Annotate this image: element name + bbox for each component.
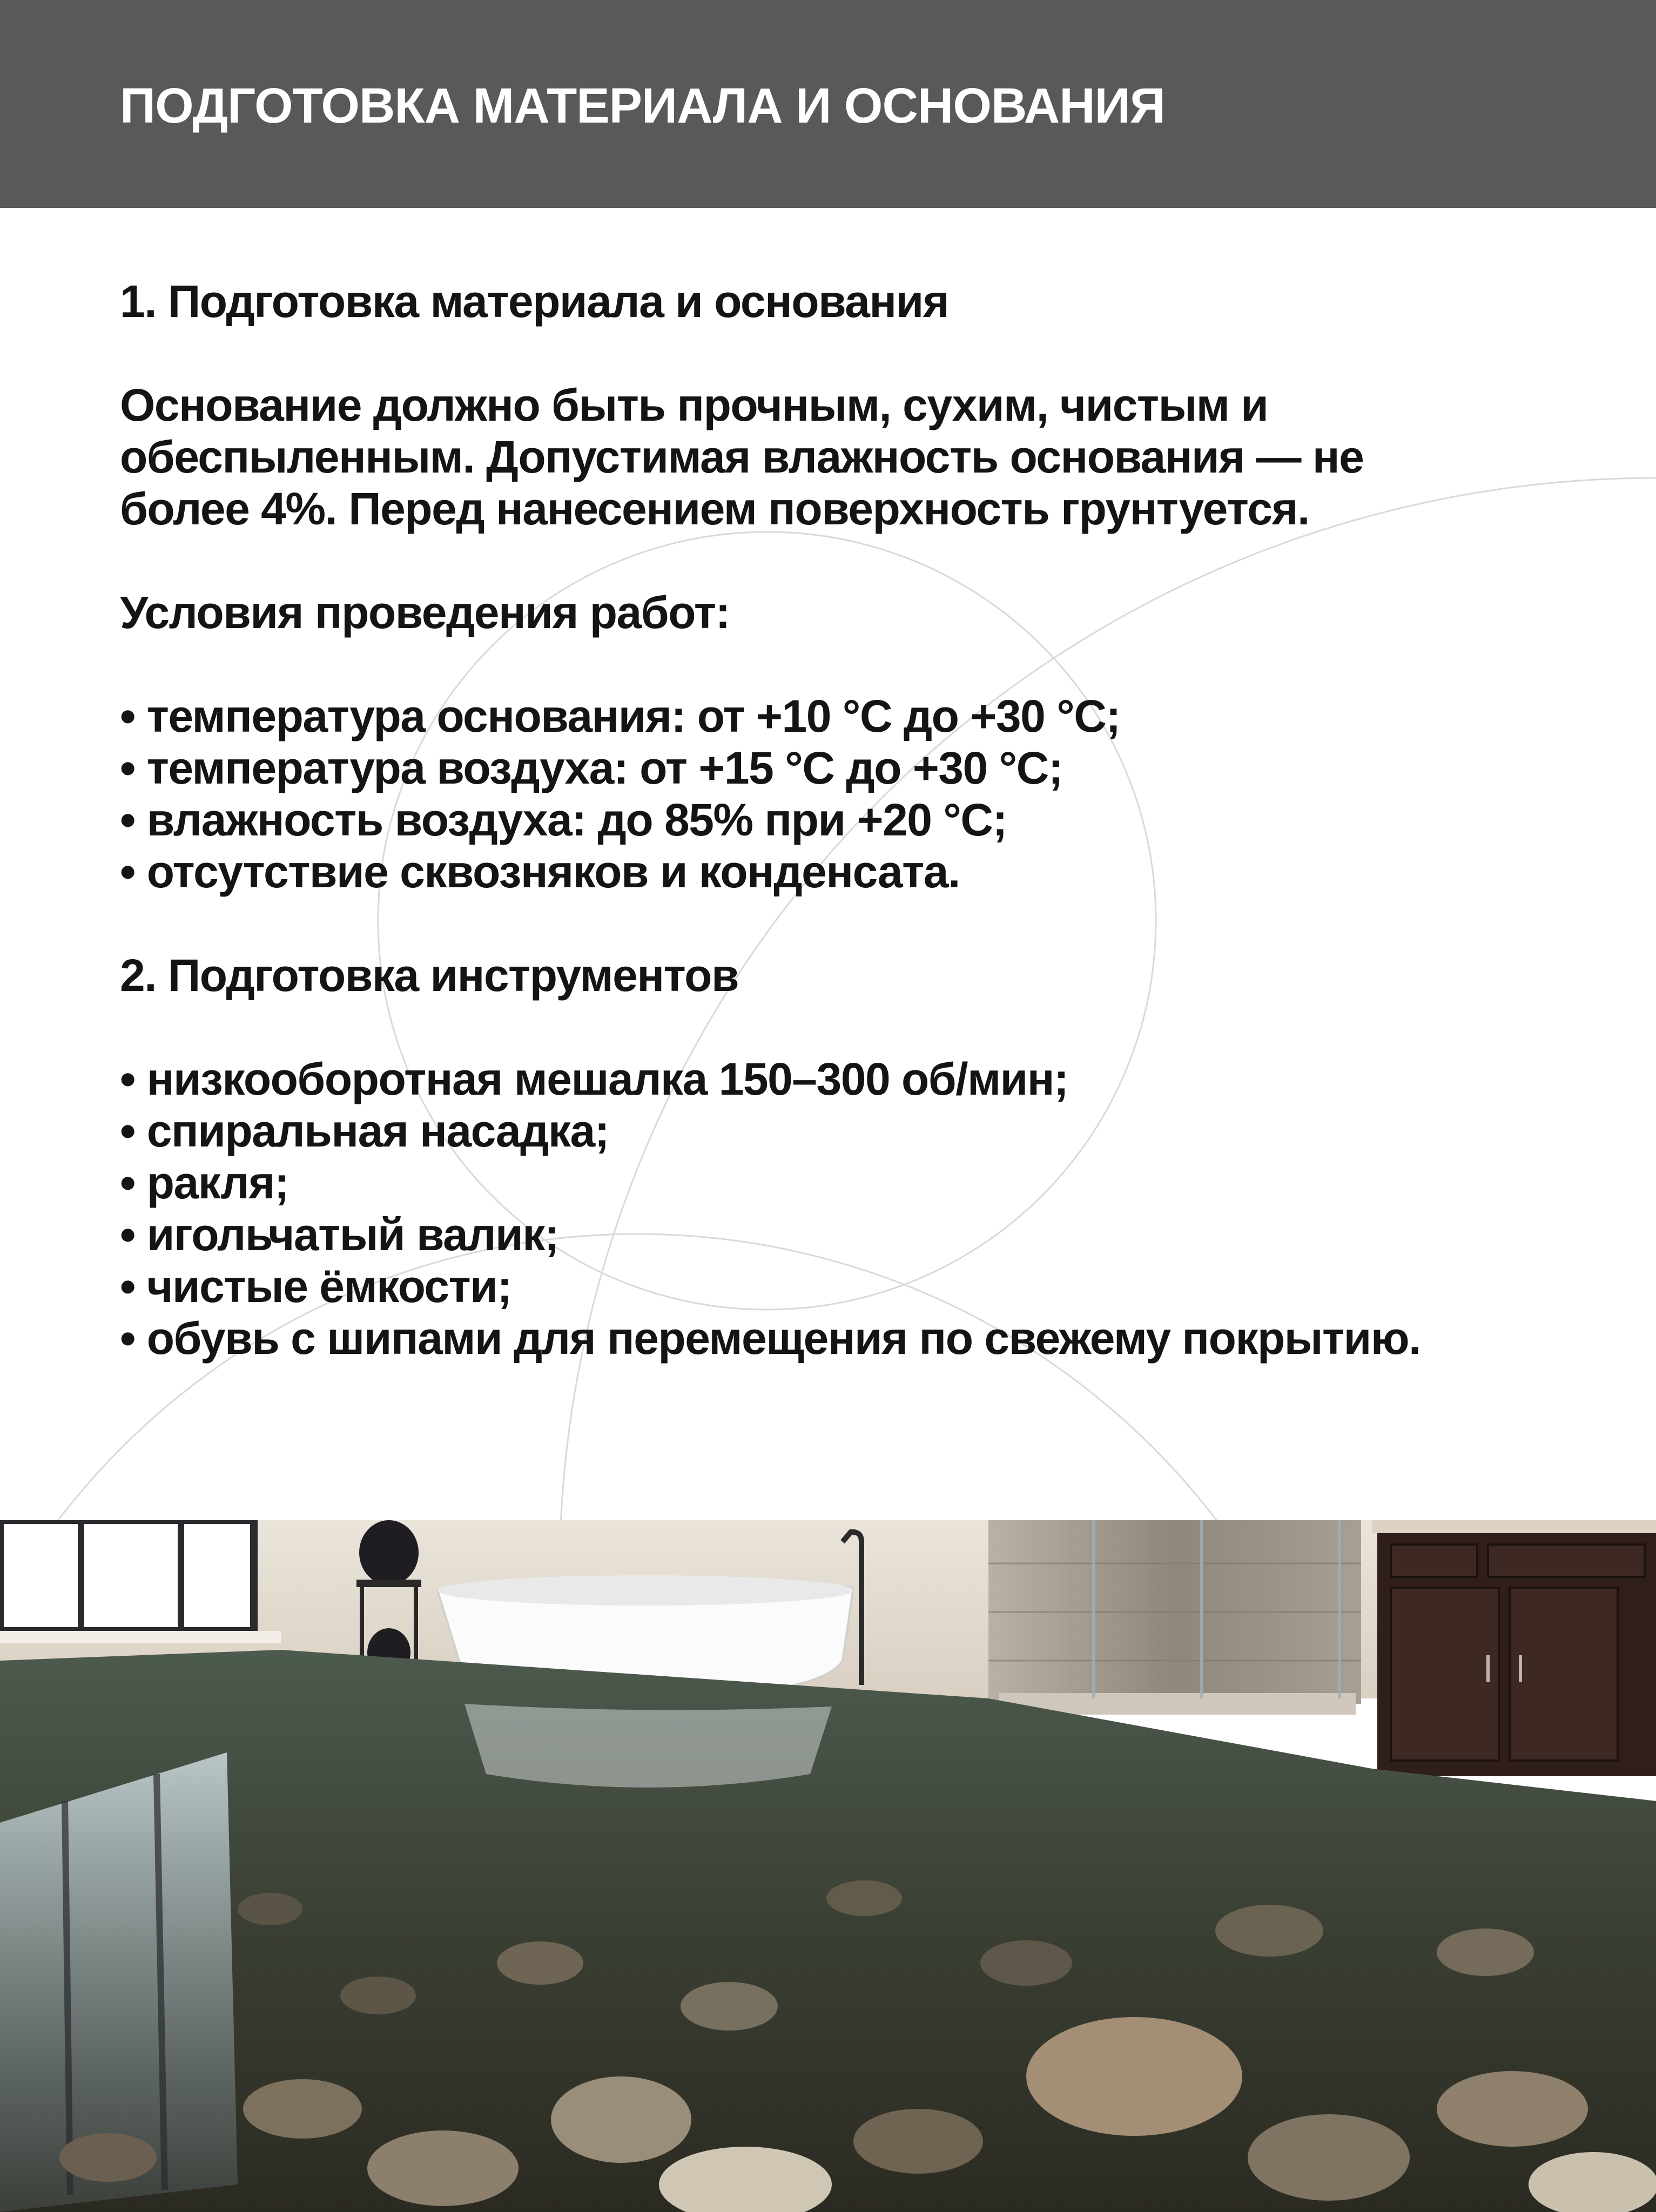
list-item: • отсутствие сквозняков и конденсата. — [120, 846, 1578, 898]
tub-reflection — [465, 1704, 832, 1788]
header-bar — [0, 0, 1656, 208]
conditions-list — [120, 690, 1578, 898]
list-item: • температура воздуха: от +15 °С до +30 °С; — [120, 742, 1578, 794]
list-item: • ракля; — [120, 1157, 1578, 1209]
list-item: • чистые ёмкости; — [120, 1260, 1578, 1312]
main-content — [120, 275, 1578, 1364]
list-item: • температура основания: от +10 °С до +30 °С; — [120, 690, 1578, 742]
list-item: • низкооборотная мешалка 150–300 об/мин; — [120, 1053, 1578, 1105]
list-item: • спиральная насадка; — [120, 1105, 1578, 1157]
list-item: • игольчатый валик; — [120, 1209, 1578, 1260]
list-item: • влажность воздуха: до 85% при +20 °С; — [120, 794, 1578, 846]
page-title: ПОДГОТОВКА МАТЕРИАЛА И ОСНОВАНИЯ — [120, 78, 1165, 133]
paragraph-line-2: обеспыленным. Допустимая влажность основания — не — [120, 431, 1364, 482]
paragraph-line-3: более 4%. Перед нанесением поверхность грунтуется. — [120, 483, 1309, 534]
tools-list — [120, 1053, 1578, 1364]
section-2-heading: 2. Подготовка инструментов — [120, 950, 739, 1001]
paragraph-line-1: Основание должно быть прочным, сухим, чистым и — [120, 380, 1268, 430]
section-1-heading: 1. Подготовка материала и основания — [120, 276, 949, 327]
conditions-heading: Условия проведения работ: — [120, 587, 730, 638]
bathroom-photo — [0, 1520, 1656, 2212]
list-item: • обувь с шипами для перемещения по свежему покрытию. — [120, 1312, 1578, 1364]
vanity-cabinet — [1372, 1520, 1656, 1776]
window — [0, 1520, 281, 1643]
